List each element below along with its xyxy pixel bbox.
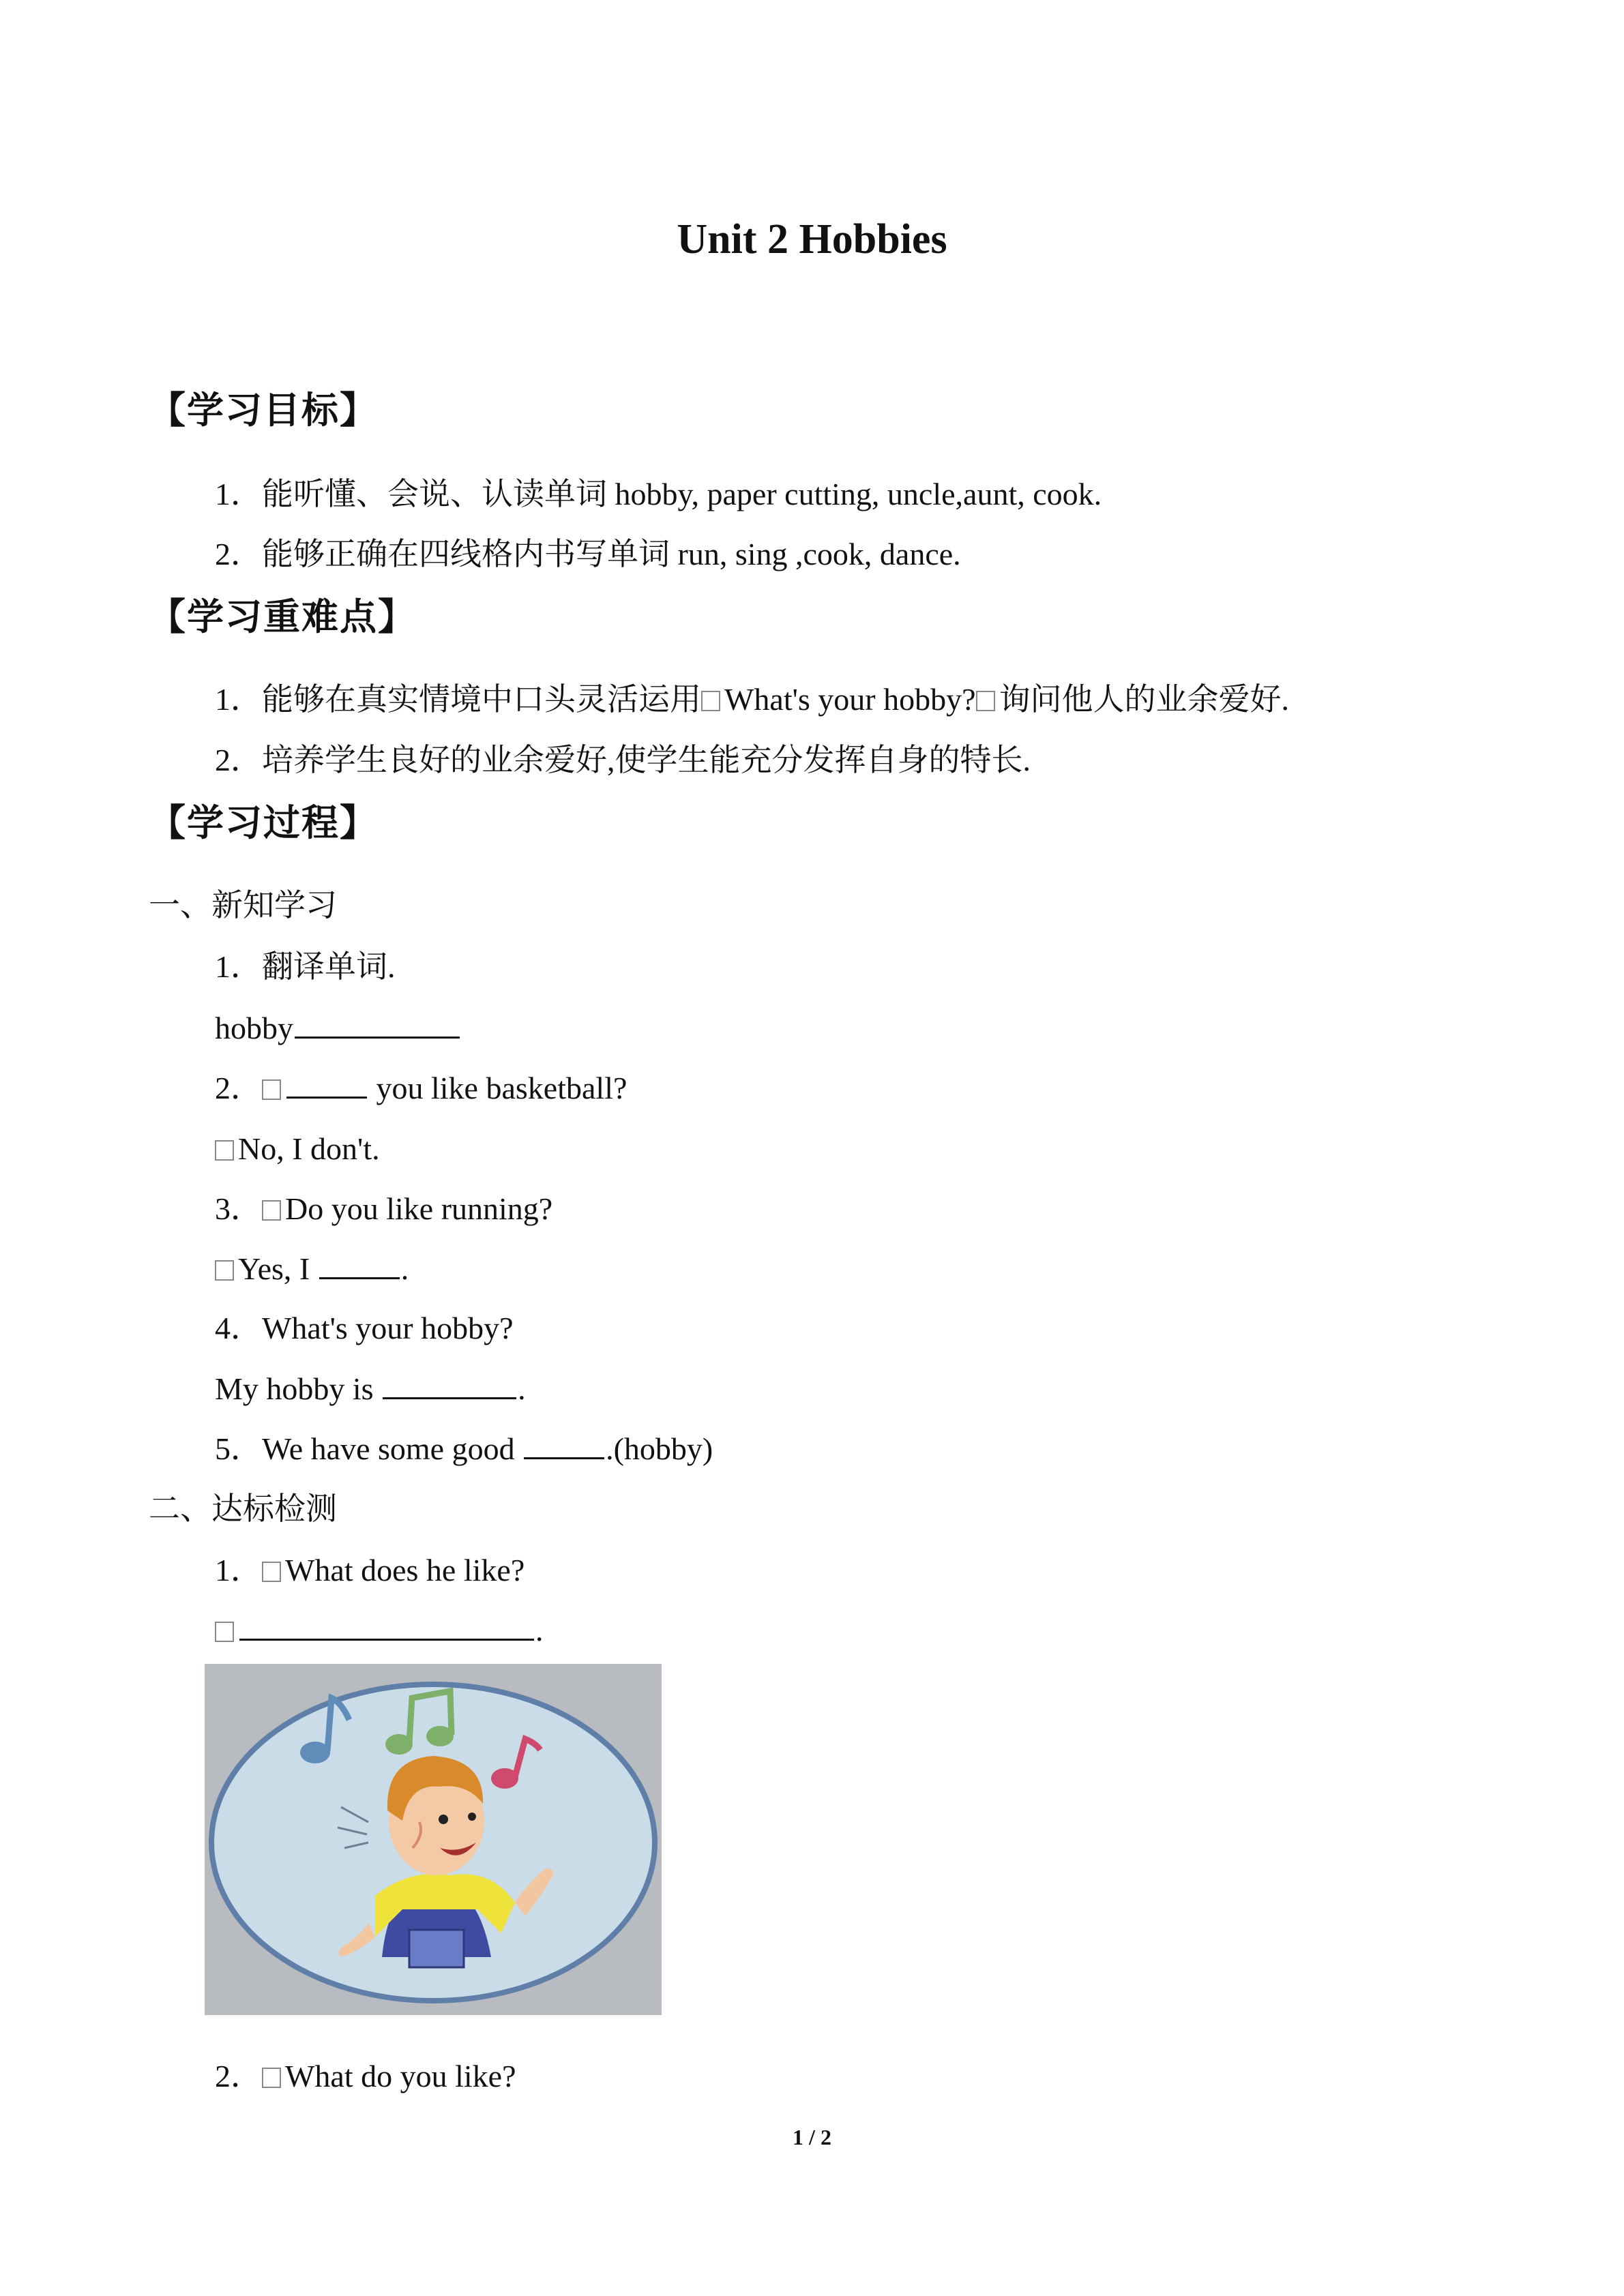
section-new-knowledge: 一、新知学习 (149, 888, 337, 923)
singing-boy-illustration (205, 1664, 662, 2015)
answer-blank[interactable] (239, 1638, 534, 1641)
question-2: 2． you like basketball? (215, 1071, 628, 1105)
answer-blank[interactable] (383, 1397, 516, 1399)
speaker-box-icon (262, 1200, 281, 1221)
question-2-answer: No, I don't. (215, 1133, 380, 1165)
question-3-answer: Yes, I . (215, 1253, 409, 1285)
speaker-box-icon (215, 1260, 234, 1281)
speaker-box-icon (262, 1079, 281, 1100)
page-number: 1 / 2 (793, 2125, 831, 2149)
singing-boy-image (205, 1664, 662, 2015)
objectives-heading: 【学习目标】 (149, 389, 378, 432)
assessment-question-2: 2． What do you like? (215, 2059, 516, 2093)
quote-box-icon (701, 691, 720, 711)
process-heading: 【学习过程】 (149, 801, 378, 844)
question-5: 5．We have some good .(hobby) (215, 1431, 713, 1466)
quote-box-icon (976, 691, 995, 711)
objective-1: 1．能听懂、会说、认读单词 hobby, paper cutting, uncle,aunt, cook. (215, 477, 1102, 511)
question-1-word: hobby (215, 1013, 461, 1044)
speaker-box-icon (215, 1622, 234, 1642)
question-3: 3． Do you like running? (215, 1191, 553, 1226)
section-assessment: 二、达标检测 (149, 1491, 337, 1526)
speaker-box-icon (262, 2068, 281, 2088)
key-point-2: 2．培养学生良好的业余爱好,使学生能充分发挥自身的特长. (215, 743, 1031, 777)
answer-blank[interactable] (295, 1036, 460, 1039)
assessment-question-1-answer: . (215, 1615, 544, 1646)
key-point-1: 1．能够在真实情境中口头灵活运用 What's your hobby? 询问他人的业余爱好. (215, 682, 1290, 717)
answer-blank[interactable] (319, 1277, 400, 1279)
speaker-box-icon (262, 1562, 281, 1582)
assessment-question-1: 1． What does he like? (215, 1553, 525, 1587)
key-points-heading: 【学习重难点】 (149, 595, 416, 638)
speaker-box-icon (215, 1140, 234, 1161)
page-title: Unit 2 Hobbies (677, 216, 947, 263)
answer-blank[interactable] (286, 1096, 367, 1099)
question-4: 4．What's your hobby? (215, 1311, 514, 1345)
question-1: 1．翻译单词. (215, 949, 396, 984)
answer-blank[interactable] (524, 1457, 604, 1459)
question-4-answer: My hobby is . (215, 1371, 526, 1406)
objective-2: 2．能够正确在四线格内书写单词 run, sing ,cook, dance. (215, 537, 961, 571)
